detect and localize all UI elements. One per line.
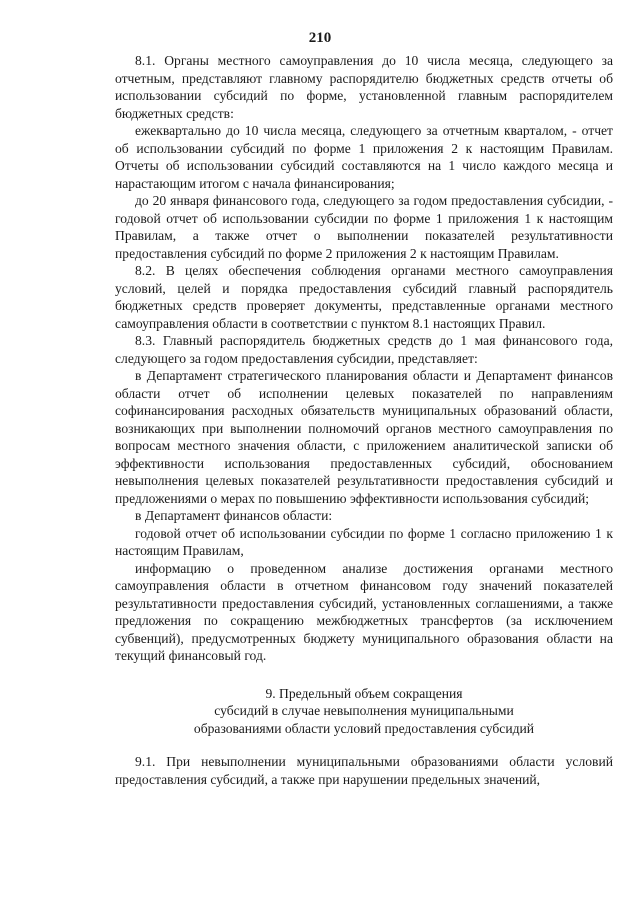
page-number: 210 xyxy=(308,30,332,46)
section-heading-line-3: образованиями области условий предоставления субсидий xyxy=(193,720,535,736)
paragraph-quarterly: ежеквартально до 10 числа месяца, следующего за отчетным кварталом, - отчет об использовании субсидий по форме 1 приложения 2 к настоящим Правилам. Отчеты об использовании субсидий составляются на 1 число каждого месяца и нарастающим итогом с начала финансирования; xyxy=(115,123,613,191)
section-heading-line-1: 9. Предельный объем сокращения xyxy=(265,685,463,701)
paragraph-analysis-info: информацию о проведенном анализе достижения органами местного самоуправления области в отчетном финансовом году значений показателей результативности предоставления субсидий, установленных соглашениями, а также предложения по сокращению межбюджетных трансфертов (за исключением субвенций), предусмотренных бюджету муниципального образования области на текущий финансовый год. xyxy=(115,560,613,663)
paragraph-8-2: 8.2. В целях обеспечения соблюдения органами местного самоуправления условий, целей и порядка предоставления субсидий главный распорядитель бюджетных средств проверяет документы, представленные органами местного самоуправления области в соответствии с пунктом 8.1 настоящих Правил. xyxy=(115,263,613,331)
paragraph-strategic-dept: в Департамент стратегического планирования области и Департамент финансов области отчет об исполнении целевых показателей по направлениям софинансирования расходных обязательств муниципальных образований области, возникающих при выполнении полномочий органов местного самоуправления по вопросам местного значения области, с приложением аналитической записки об эффективности использования предоставленных субсидий, обоснованием невыполнения целевых показателей результативности предоставления субсидий и предложениями о мерах по повышению эффективности использования субсидий; xyxy=(115,368,613,506)
document-body xyxy=(115,52,613,788)
paragraph-8-3: 8.3. Главный распорядитель бюджетных средств до 1 мая финансового года, следующего за годом предоставления субсидии, представляет: xyxy=(115,333,613,366)
paragraph-9-1: 9.1. При невыполнении муниципальными образованиями области условий предоставления субсидий, а также при нарушении предельных значений, xyxy=(115,754,613,787)
paragraph-annual-report: годовой отчет об использовании субсидии по форме 1 согласно приложению 1 к настоящим Правилам, xyxy=(115,525,613,558)
section-heading-line-2: субсидий в случае невыполнения муниципальными xyxy=(214,703,514,718)
paragraph-january: до 20 января финансового года, следующего за годом предоставления субсидии, - годовой отчет об использовании субсидии по форме 1 приложения 1 к настоящим Правилам, а также отчет о выполнении показателей результативности предоставления субсидий по форме 2 приложения 2 к настоящим Правилам. xyxy=(115,193,613,261)
paragraph-finance-dept: в Департамент финансов области: xyxy=(135,508,333,523)
section-9-heading xyxy=(115,685,613,738)
paragraph-8-1: 8.1. Органы местного самоуправления до 10 числа месяца, следующего за отчетным, представляют главному распорядителю бюджетных средств отчеты об использовании субсидий по форме, установленной главным распорядителем бюджетных средств: xyxy=(115,53,613,121)
